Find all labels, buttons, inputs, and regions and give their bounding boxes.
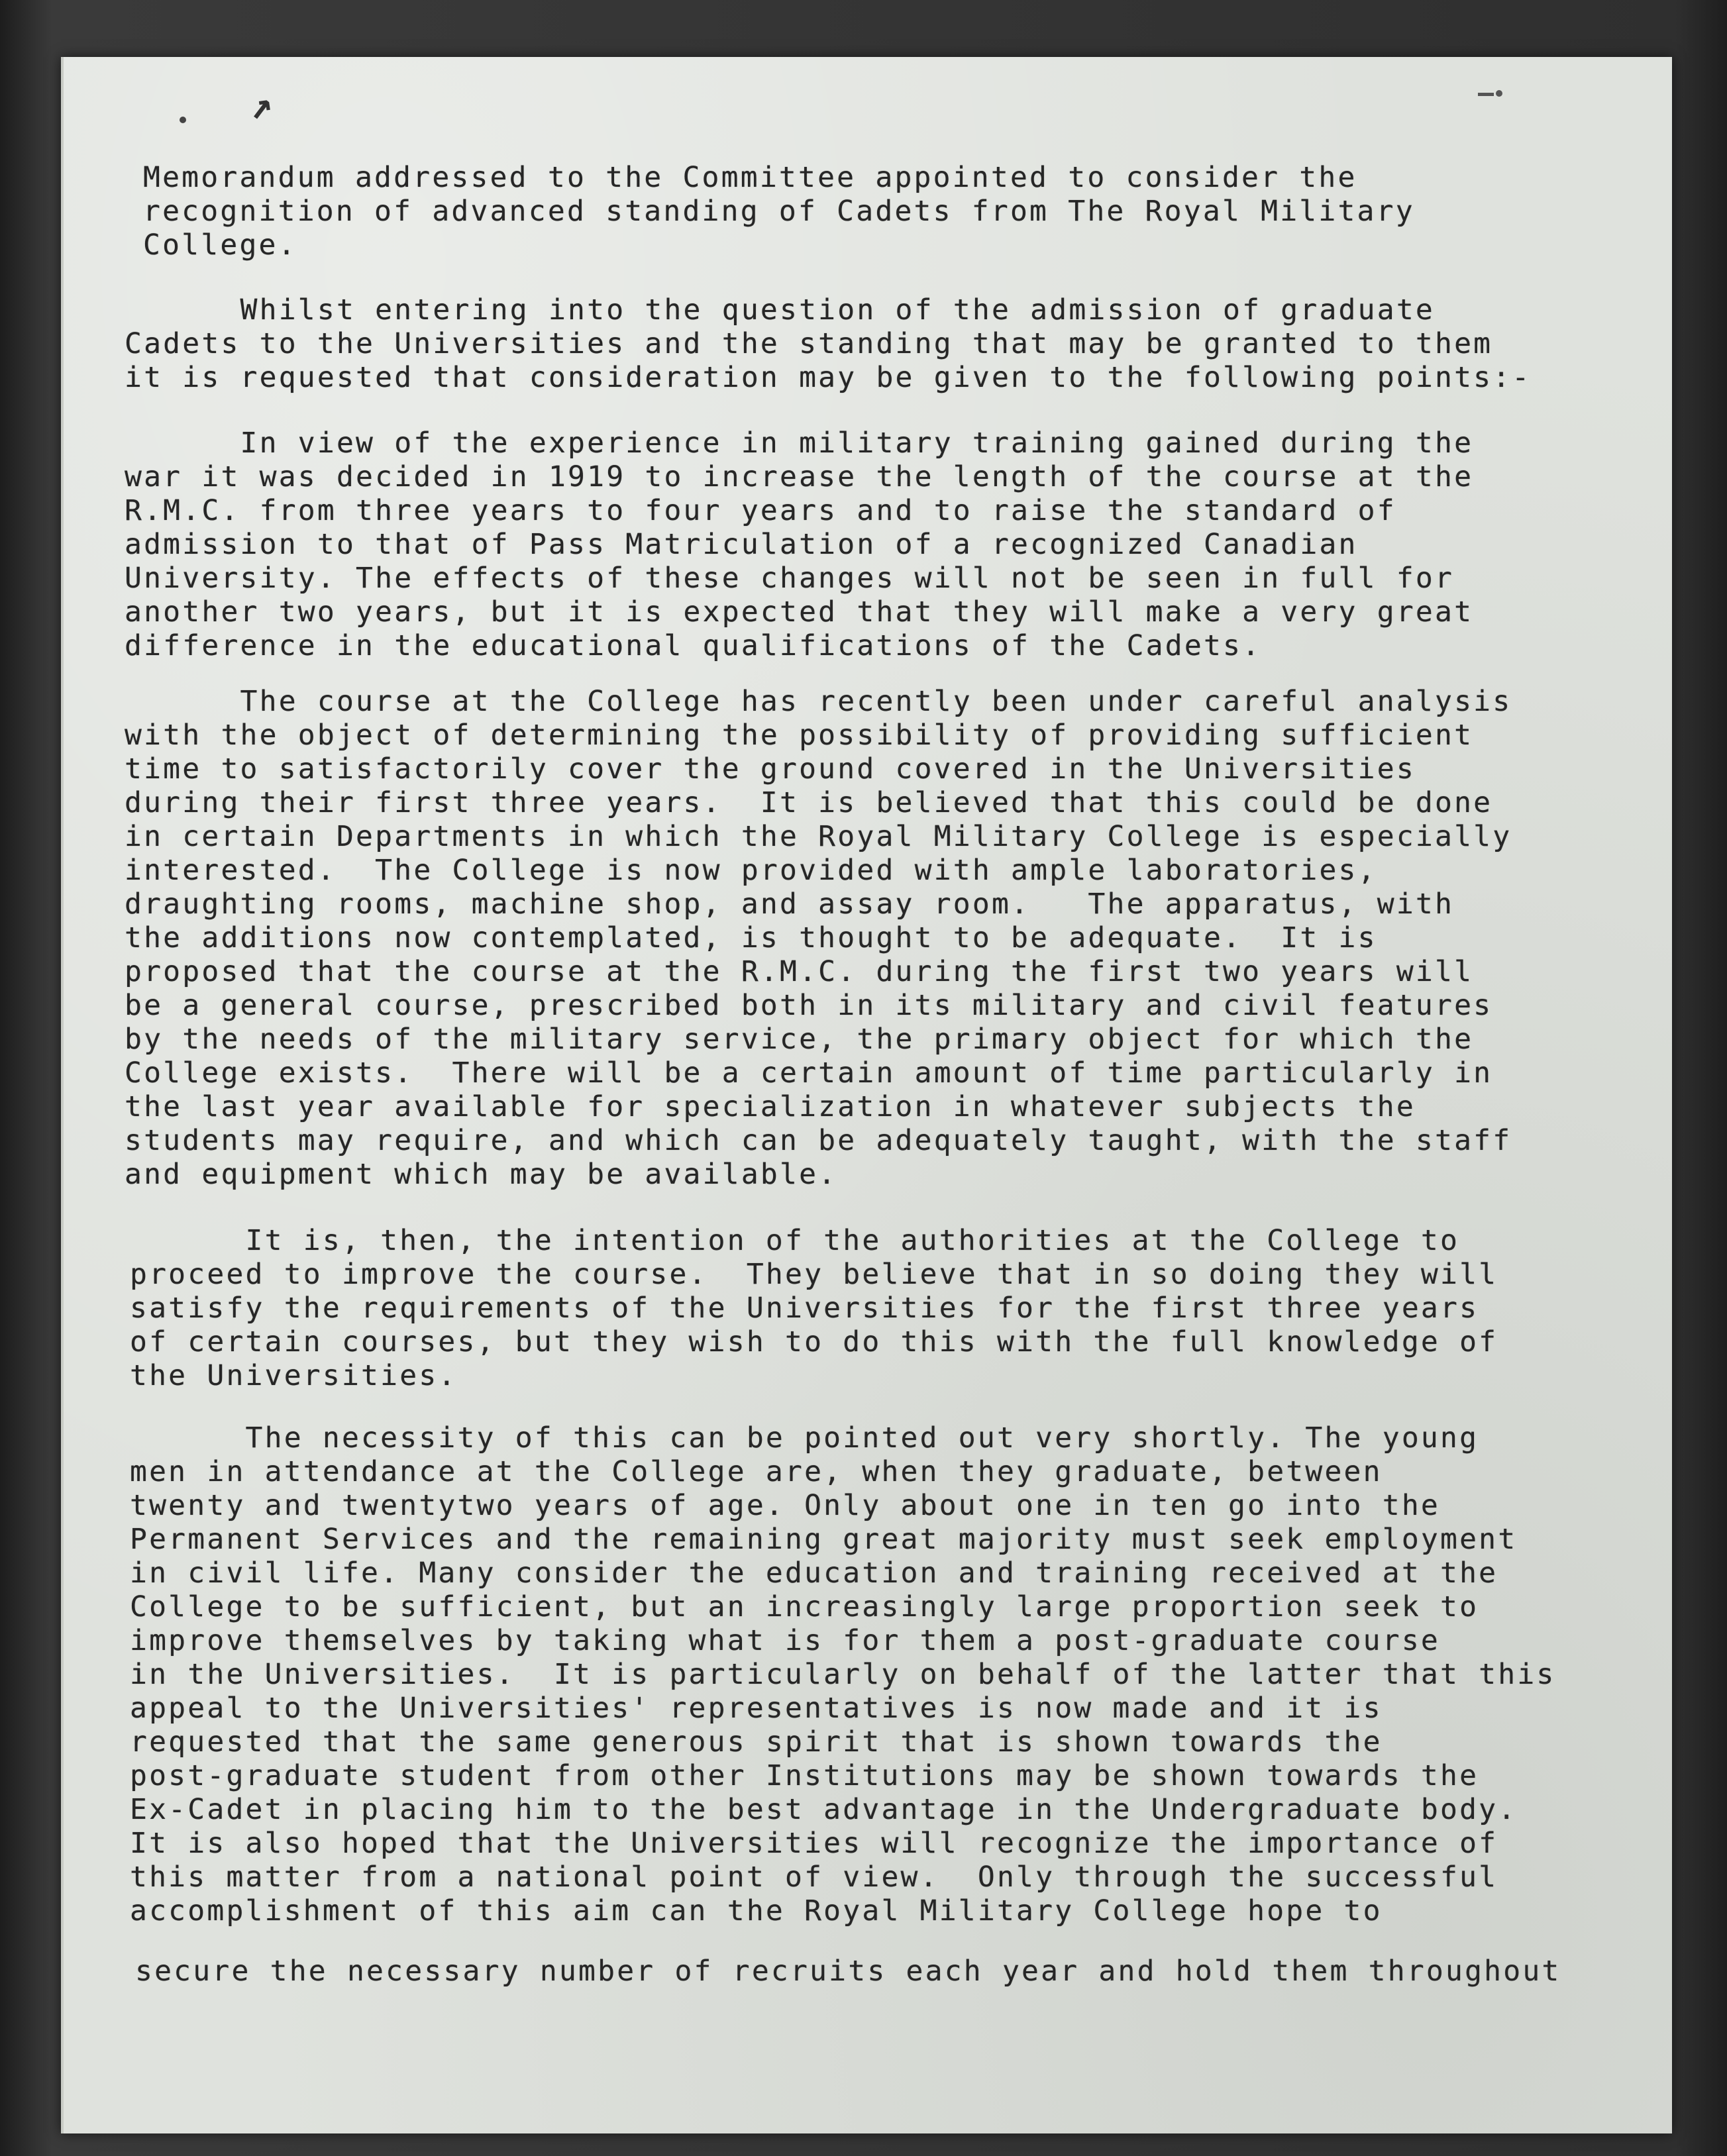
paragraph-admission-question: Whilst entering into the question of the admission of graduate Cadets to the Universities and the standing that may be granted to them it is requested that consideration may be given to the following points:- <box>125 293 1532 394</box>
paragraph-course-length: In view of the experience in military training gained during the war it was decided in 1919 to increase the length of the course at the R.M.C. from three years to four years and to raise the standard of admission to that of Pass Matriculation of a recognized Canadian University. The effects of these changes will not be seen in full for another two years, but it is expected that they will make a very great difference in the educational qualifications of the Cadets. <box>125 427 1474 662</box>
ink-spot <box>180 117 186 123</box>
ink-spot <box>1496 90 1502 97</box>
typewritten-page <box>61 57 1672 2133</box>
continuation-line: secure the necessary number of recruits each year and hold them throughout <box>135 1955 1561 1988</box>
paragraph-course-analysis: The course at the College has recently been under careful analysis with the object of determining the possibility of providing sufficient time to satisfactorily cover the ground covered in the Universities during their first three years. It is believed that this could be done in certain Departments in which the Royal Military College is especially interested. The College is now provided with ample laboratories, draughting rooms, machine shop, and assay room. The apparatus, with the additions now contemplated, is thought to be adequate. It is proposed that the course at the R.M.C. during the first two years will be a general course, prescribed both in its military and civil features by the needs of the military service, the primary object for which the College exists. There will be a certain amount of time particularly in the last year available for specialization in whatever subjects the students may require, and which can be adequately taught, with the staff and equipment which may be available. <box>125 685 1512 1191</box>
pencil-mark <box>1478 93 1494 96</box>
handwritten-mark: ↗ <box>246 80 276 129</box>
memorandum-heading: Memorandum addressed to the Committee appointed to consider the recognition of advanced standing of Cadets from The Royal Military College. <box>143 161 1415 262</box>
paragraph-necessity: The necessity of this can be pointed out very shortly. The young men in attendance at the College are, when they graduate, between twenty and twentytwo years of age. Only about one in ten go into the Permanent Services and the remaining great majority must seek employment in civil life. Many consider the education and training received at the College to be sufficient, but an increasingly large proportion seek to improve themselves by taking what is for them a post-graduate course in the Universities. It is particularly on behalf of the latter that this appeal to the Universities' representatives is now made and it is requested that the same generous spirit that is shown towards the post-graduate student from other Institutions may be shown towards the Ex-Cadet in placing him to the best advantage in the Undergraduate body. It is also hoped that the Universities will recognize the importance of this matter from a national point of view. Only through the successful accomplishment of this aim can the Royal Military College hope to <box>130 1421 1556 1927</box>
paragraph-intention: It is, then, the intention of the authorities at the College to proceed to improve the course. They believe that in so doing they will satisfy the requirements of the Universities for the first three years of certain courses, but they wish to do this with the full knowledge of the Universities. <box>130 1224 1498 1392</box>
